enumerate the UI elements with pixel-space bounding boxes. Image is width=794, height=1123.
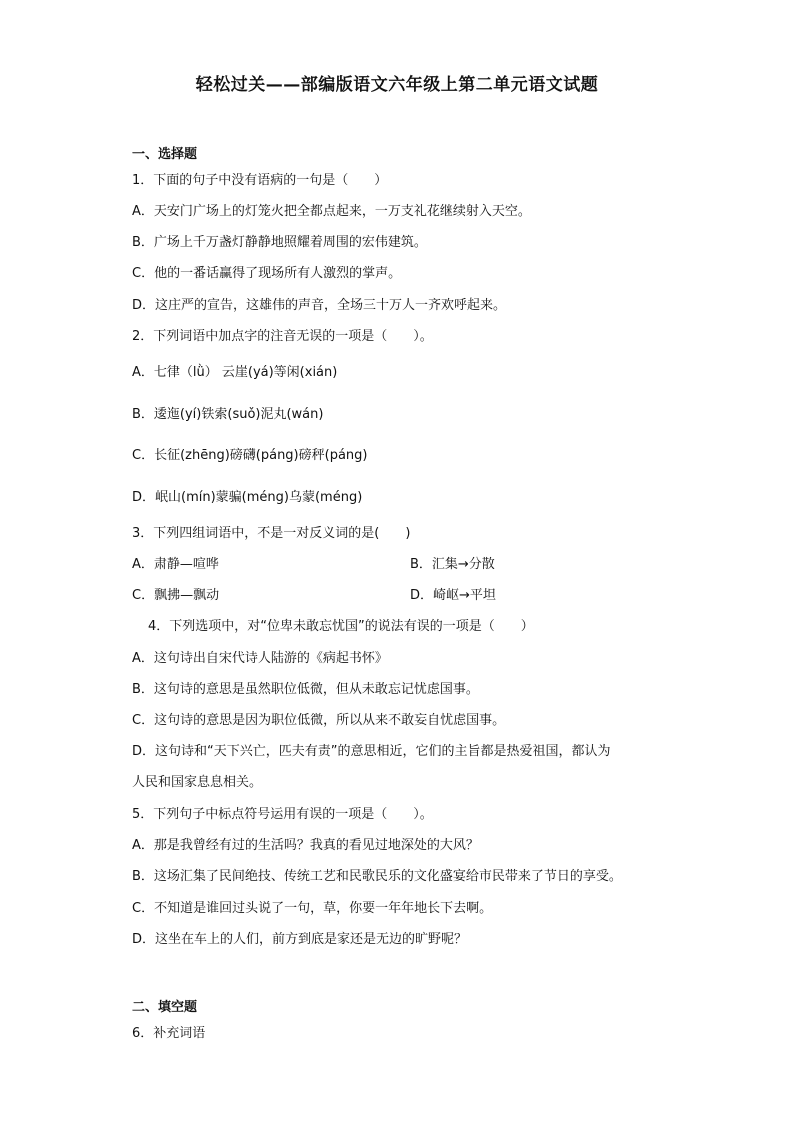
question-1-option-a: A．天安门广场上的灯笼火把全都点起来，一万支礼花继续射入天空。 [132,204,531,219]
question-2-option-d: D．岷山(mín)蒙骗(méng)乌蒙(méng) [132,490,363,505]
question-2-option-a: A．七律（lǜ） 云崖(yá)等闲(xián) [132,365,338,380]
question-3-stem: 3．下列四组词语中，不是一对反义词的是( ) [132,526,411,541]
question-1-stem: 1．下面的句子中没有语病的一句是（ ） [132,173,388,188]
section-heading-choice: 一、选择题 [132,147,198,162]
question-1-option-d: D．这庄严的宣告，这雄伟的声音，全场三十万人一齐欢呼起来。 [132,298,507,313]
question-2-option-b: B．逶迤(yí)铁索(suǒ)泥丸(wán) [132,407,324,422]
question-3-option-c: C．飘拂—飘动 [132,588,220,603]
question-5-stem: 5．下列句子中标点符号运用有误的一项是（ ）。 [132,807,433,822]
question-5-option-b: B．这场汇集了民间绝技、传统工艺和民歌民乐的文化盛宴给市民带来了节日的享受。 [132,869,622,884]
question-5-option-a: A．那是我曾经有过的生活吗？我真的看见过地深处的大风？ [132,838,479,853]
section-heading-fill: 二、填空题 [132,1000,198,1015]
question-3-option-d: D．崎岖→平坦 [410,588,496,603]
question-4-option-c: C．这句诗的意思是因为职位低微，所以从来不敢妄自忧虑国事。 [132,713,506,728]
question-2-option-c: C．长征(zhēng)磅礴(páng)磅秤(páng) [132,448,368,463]
question-4-option-a: A．这句诗出自宋代诗人陆游的《病起书怀》 [132,651,388,666]
question-6-stem: 6．补充词语 [132,1026,206,1041]
question-3-option-b: B．汇集→分散 [410,557,495,572]
document-title: 轻松过关——部编版语文六年级上第二单元语文试题 [195,75,599,95]
question-1-option-b: B．广场上千万盏灯静静地照耀着周围的宏伟建筑。 [132,235,427,250]
question-5-option-d: D．这坐在车上的人们，前方到底是家还是无边的旷野呢？ [132,932,468,947]
question-4-stem: 4．下列选项中，对“位卑未敢忘忧国”的说法有误的一项是（ ） [148,619,534,634]
question-4-option-b: B．这句诗的意思是虽然职位低微，但从未敢忘记忧虑国事。 [132,682,479,697]
question-3-option-a: A．肃静—喧哗 [132,557,219,572]
question-5-option-c: C．不知道是谁回过头说了一句，草，你要一年年地长下去啊。 [132,901,493,916]
question-2-stem: 2．下列词语中加点字的注音无误的一项是（ ）。 [132,329,433,344]
question-1-option-c: C．他的一番话赢得了现场所有人激烈的掌声。 [132,266,402,281]
question-4-option-d: D．这句诗和“天下兴亡，匹夫有责”的意思相近，它们的主旨都是热爱祖国，都认为 [132,744,611,759]
question-4-option-d-continued: 人民和国家息息相关。 [132,775,263,790]
